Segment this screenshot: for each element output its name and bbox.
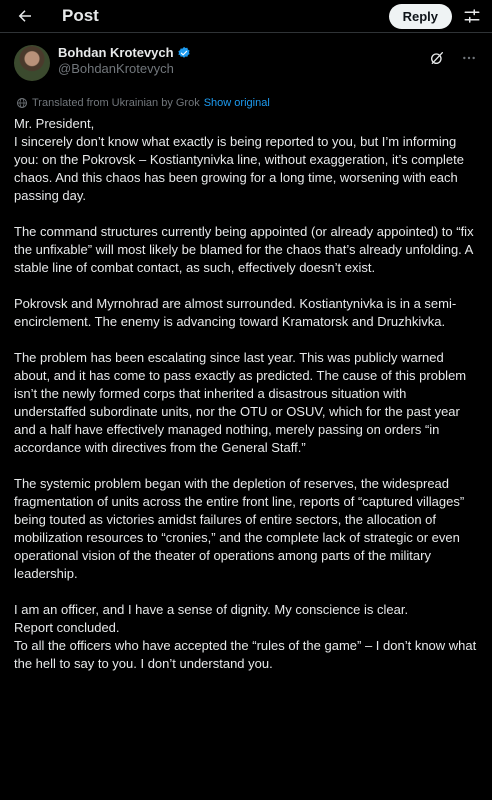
- avatar[interactable]: [14, 45, 50, 81]
- author-names: [58, 45, 428, 76]
- post-paragraph: To all the officers who have accepted the “rules of the game” – I don’t know what the hell to say to you. I don’t understand you.: [14, 638, 477, 671]
- globe-icon: [16, 97, 28, 109]
- post-paragraph: The command structures currently being appointed (or already appointed) to “fix the unfixable” will most likely be blamed for the chaos that’s already unfolding. A stable line of combat contact, as such, effectively doesn’t exist.: [14, 224, 474, 275]
- post-author: [0, 33, 492, 81]
- back-button[interactable]: [14, 5, 36, 27]
- author-actions: [428, 45, 478, 67]
- name-row: [58, 45, 428, 60]
- filter-button[interactable]: [462, 6, 482, 26]
- post-paragraph: Pokrovsk and Myrnohrad are almost surrounded. Kostiantynivka is in a semi-encirclement. The enemy is advancing toward Kramatorsk and Druzhkivka.: [14, 296, 457, 329]
- post-paragraph: I am an officer, and I have a sense of dignity. My conscience is clear.: [14, 602, 409, 617]
- post-paragraph: The systemic problem began with the depletion of reserves, the widespread fragmentation of units across the entire front line, reports of “captured villages” being touted as victories amidst failures of entire sectors, the allocation of mobilization resources to “cronies,” and the complete lack of strategic or even operational vision of the theater of operations among parts of the military leadership.: [14, 476, 465, 581]
- top-bar: [0, 0, 492, 33]
- verified-badge-icon: [177, 46, 191, 60]
- grok-button[interactable]: [428, 49, 446, 67]
- reply-button[interactable]: Reply: [389, 4, 452, 29]
- show-original-link[interactable]: Show original: [203, 97, 270, 109]
- post-paragraph-greeting: Mr. President,: [14, 116, 95, 131]
- translation-notice: [0, 81, 492, 109]
- translation-label: Translated from Ukrainian by Grok: [32, 97, 200, 109]
- post-text: [0, 109, 492, 673]
- post-paragraph: I sincerely don’t know what exactly is being reported to you, but I’m informing you: on the Pokrovsk – Kostiantynivka line, without exaggeration, it’s complete chaos. And this chaos has been growing for a long time, worsening with each passing day.: [14, 134, 464, 203]
- more-options-button[interactable]: [460, 49, 478, 67]
- page-title: Post: [62, 6, 99, 25]
- post-paragraph: The problem has been escalating since last year. This was publicly warned about, and it has come to pass exactly as predicted. The cause of this problem isn’t the newly formed corps that inherited a disastrous situation with understaffed subordinate units, nor the OTU or OSUV, which for the past year and a half have effectively managed nothing, merely passing on orders “in accordance with directives from the General Staff.”: [14, 350, 467, 455]
- display-name[interactable]: Bohdan Krotevych: [58, 45, 174, 60]
- grok-icon: [429, 50, 445, 66]
- sliders-icon: [463, 7, 481, 25]
- more-icon: [461, 50, 477, 66]
- user-handle[interactable]: @BohdanKrotevych: [58, 61, 174, 76]
- arrow-left-icon: [16, 7, 34, 25]
- post-paragraph: Report concluded.: [14, 620, 120, 635]
